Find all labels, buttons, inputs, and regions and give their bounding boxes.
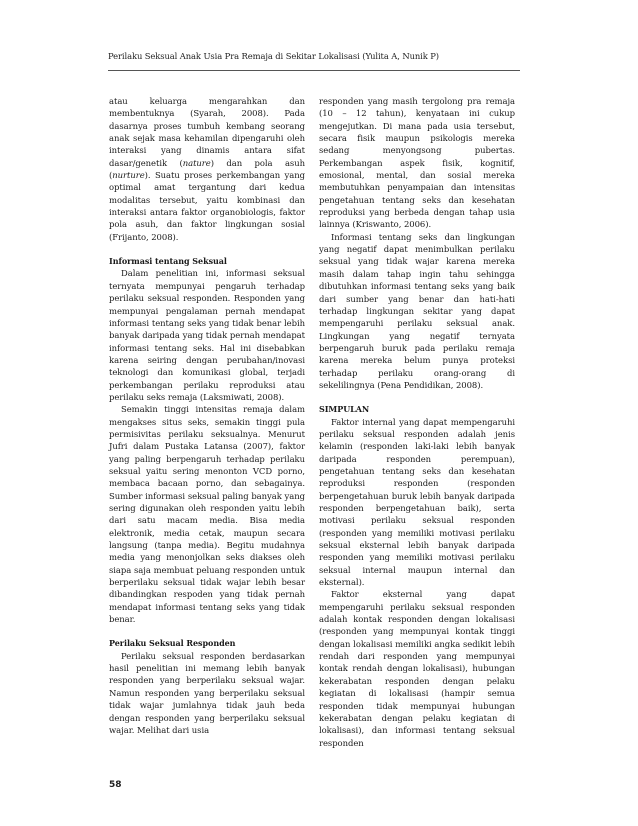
paragraph-right-1: responden yang masih tergolong pra remaja (10 – 12 tahun), kenyataan ini cukup mengejutkan. Di mana pada usia tersebut, secara fisik maupun psikologis mereka sedang menyongsong pubertas. Perkembangan aspek fisik, kognitif, emosional, mental, dan sosial mereka membutuhkan penyampaian dan intensitas pengetahuan tentang seks dan kesehatan reproduksi yang berbeda dengan tahap usia lainnya (Kriswanto, 2006). bbox=[319, 96, 515, 230]
text-run: atau keluarga mengarahkan dan membentuknya (Syarah, 2008). Pada dasarnya proses tumbuh kembang seorang anak sejak masa kehamilan dipengaruhi oleh interaksi yang dinamis antara sifat dasar/genetik ( bbox=[109, 96, 305, 168]
text-run-italic: nurture bbox=[112, 170, 145, 181]
section-heading-informasi: Informasi tentang Seksual bbox=[109, 256, 227, 267]
running-title: Perilaku Seksual Anak Usia Pra Remaja di Sekitar Lokalisasi (Yulita A, Nunik P) bbox=[108, 51, 439, 61]
text-run: ). Suatu proses perkembangan yang optimal amat tergantung dari kedua modalitas tersebut, yaitu kombinasi dan interaksi antara faktor organobiologis, faktor pola asuh, dan faktor lingkungan sosial (Frijanto, 2008). bbox=[109, 170, 305, 242]
running-header bbox=[108, 51, 548, 61]
paragraph-right-4: Faktor eksternal yang dapat mempengaruhi perilaku seksual responden adalah kontak responden dengan lokalisasi (responden yang mempunyai kontak tinggi dengan lokalisasi memiliki angka sedikit lebih rendah dari responden yang mempunyai kontak rendah dengan lokalisasi), hubungan kekerabatan responden dengan pelaku kegiatan di lokalisasi (hampir semua responden tidak mempunyai hubungan kekerabatan dengan pelaku kegiatan di lokalisasi), dan informasi tentang seksual responden bbox=[319, 589, 515, 748]
paragraph-left-4: Perilaku seksual responden berdasarkan hasil penelitian ini memang lebih banyak responden yang berperilaku seksual wajar. Namun responden yang berperilaku seksual tidak wajar jumlahnya tidak jauh beda dengan responden yang berperilaku seksual wajar. Melihat dari usia bbox=[109, 650, 305, 735]
section-heading-simpulan: SIMPULAN bbox=[319, 404, 370, 415]
paragraph-right-2: Informasi tentang seks dan lingkungan yang negatif dapat menimbulkan perilaku seksual yang tidak wajar karena mereka masih dalam tahap ingin tahu sehingga dibutuhkan informasi tentang seks yang baik dari sumber yang benar dan hati-hati terhadap lingkungan sekitar yang dapat mempengaruhi perilaku seksual anak. Lingkungan yang negatif ternyata berpengaruh buruk pada perilaku remaja karena mereka belum punya proteksi terhadap perilaku orang-orang di sekelilingnya (Pena Pendidikan, 2008). bbox=[319, 231, 515, 390]
page-number: 58 bbox=[109, 780, 122, 790]
paragraph-left-3: Semakin tinggi intensitas remaja dalam mengakses situs seks, semakin tinggi pula permisivitas perilaku seksualnya. Menurut Jufri dalam Pustaka Latansa (2007), faktor yang paling berpengaruh terhadap perilaku seksual yaitu sering menonton VCD porno, membaca bacaan porno, dan sebagainya. Sumber informasi seksual paling banyak yang sering digunakan oleh responden yaitu lebih dari satu macam media. Bisa media elektronik, media cetak, maupun secara langsung (tanpa media). Begitu mudahnya media yang menonjolkan seks diakses oleh siapa saja membuat peluang responden untuk berperilaku seksual tidak wajar lebih besar dibandingkan respoden yang tidak pernah mendapat informasi tentang seks yang tidak benar. bbox=[109, 404, 305, 625]
section-heading-perilaku: Perilaku Seksual Responden bbox=[109, 638, 236, 649]
text-run-italic: nature bbox=[182, 157, 211, 168]
paragraph-right-3: Faktor internal yang dapat mempengaruhi perilaku seksual responden adalah jenis kelamin (responden laki-laki lebih banyak daripada responden perempuan), pengetahuan tentang seks dan kesehatan reproduksi responden (responden berpengetahuan buruk lebih banyak daripada responden berpengetahuan baik), serta motivasi perilaku seksual responden (responden yang memiliki motivasi perilaku seksual eksternal lebih banyak daripada responden yang memiliki motivasi perilaku seksual internal maupun internal dan eksternal). bbox=[319, 416, 515, 588]
paragraph-left-1 bbox=[109, 95, 305, 243]
header-rule bbox=[108, 70, 520, 71]
right-column bbox=[319, 95, 515, 749]
text-run: ) dan pola asuh ( bbox=[109, 157, 305, 181]
paragraph-left-2: Dalam penelitian ini, informasi seksual ternyata mempunyai pengaruh terhadap perilaku seksual responden. Responden yang mempunyai pengalaman pernah mendapat informasi tentang seks yang tidak benar lebih banyak daripada yang tidak pernah mendapat informasi tentang seks. Hal ini disebabkan karena seiring dengan perubahan/inovasi teknologi dan komunikasi global, terjadi perkembangan perilaku reproduksi atau perilaku seks remaja (Laksmiwati, 2008). bbox=[109, 268, 305, 402]
left-column bbox=[109, 95, 305, 736]
